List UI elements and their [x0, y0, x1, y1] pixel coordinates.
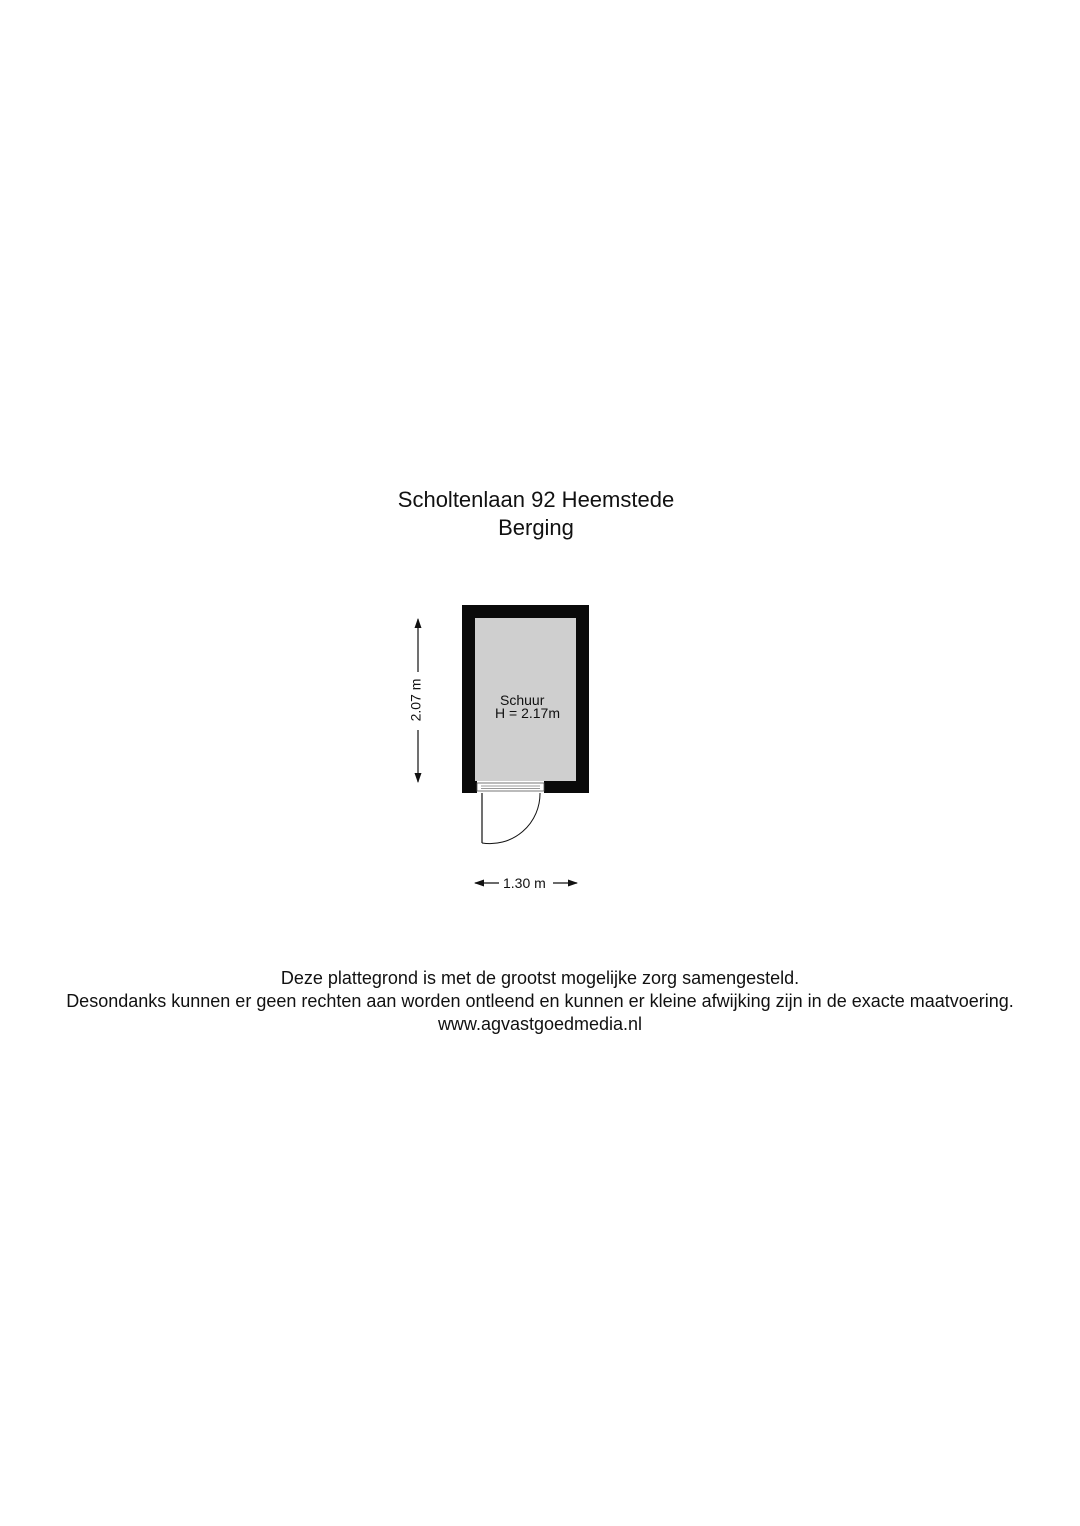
website-link[interactable]: www.agvastgoedmedia.nl	[437, 1014, 643, 1034]
door-swing-arc	[482, 793, 540, 844]
disclaimer	[0, 967, 1080, 1036]
room-height: H = 2.17m	[495, 705, 560, 721]
door-frame	[477, 783, 544, 791]
floor-subtitle: Berging	[498, 515, 574, 540]
width-dimension-label: 1.30 m	[503, 875, 546, 891]
height-dimension-label: 2.07 m	[408, 676, 422, 725]
disclaimer-line-2: Desondanks kunnen er geen rechten aan worden ontleend en kunnen er kleine afwijking zijn in de exacte maatvoering.	[66, 991, 1014, 1011]
address-title: Scholtenlaan 92 Heemstede	[397, 487, 675, 512]
room-name: Schuur	[500, 692, 545, 708]
disclaimer-line-1: Deze plattegrond is met de grootst mogelijke zorg samengesteld.	[280, 968, 800, 988]
